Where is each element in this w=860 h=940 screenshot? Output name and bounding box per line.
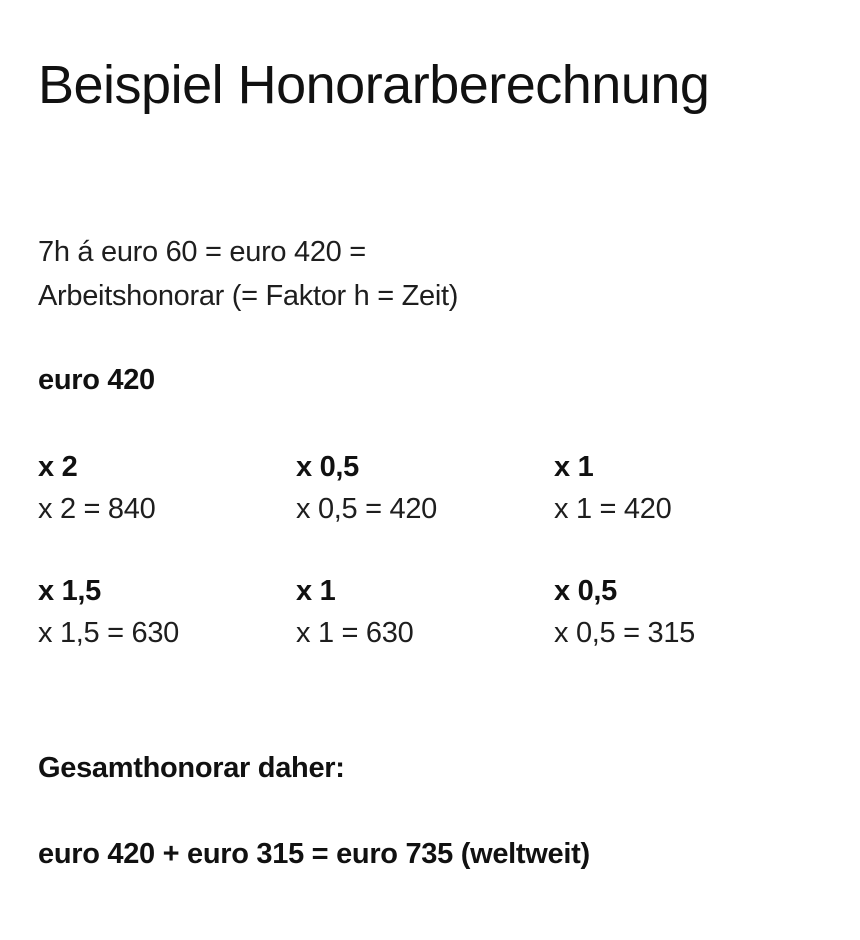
factor-calculation: x 0,5 = 420 bbox=[296, 493, 438, 525]
factor-label: x 1 bbox=[554, 451, 594, 483]
factor-label: x 0,5 bbox=[296, 451, 359, 483]
factor-calculation: x 0,5 = 315 bbox=[554, 617, 696, 649]
factor-cell bbox=[296, 446, 554, 530]
intro-line-description: Arbeitshonorar (= Faktor h = Zeit) bbox=[38, 280, 459, 312]
factor-cell bbox=[38, 570, 296, 654]
intro-text bbox=[38, 230, 458, 318]
factor-calculation: x 2 = 840 bbox=[38, 493, 156, 525]
factor-label: x 0,5 bbox=[554, 575, 617, 607]
factor-label: x 1,5 bbox=[38, 575, 101, 607]
factor-cell bbox=[296, 570, 554, 654]
factor-cell bbox=[554, 446, 814, 530]
page-title: Beispiel Honorarberechnung bbox=[38, 55, 710, 115]
factor-grid bbox=[38, 446, 838, 654]
total-value: euro 420 + euro 315 = euro 735 (weltweit) bbox=[38, 838, 590, 870]
factor-label: x 1 bbox=[296, 575, 336, 607]
factor-label: x 2 bbox=[38, 451, 78, 483]
total-label: Gesamthonorar daher: bbox=[38, 752, 345, 784]
factor-calculation: x 1,5 = 630 bbox=[38, 617, 180, 649]
factor-cell bbox=[554, 570, 814, 654]
factor-calculation: x 1 = 420 bbox=[554, 493, 672, 525]
factor-calculation: x 1 = 630 bbox=[296, 617, 414, 649]
factor-cell bbox=[38, 446, 296, 530]
base-amount: euro 420 bbox=[38, 364, 155, 396]
intro-line-rate: 7h á euro 60 = euro 420 = bbox=[38, 236, 366, 268]
